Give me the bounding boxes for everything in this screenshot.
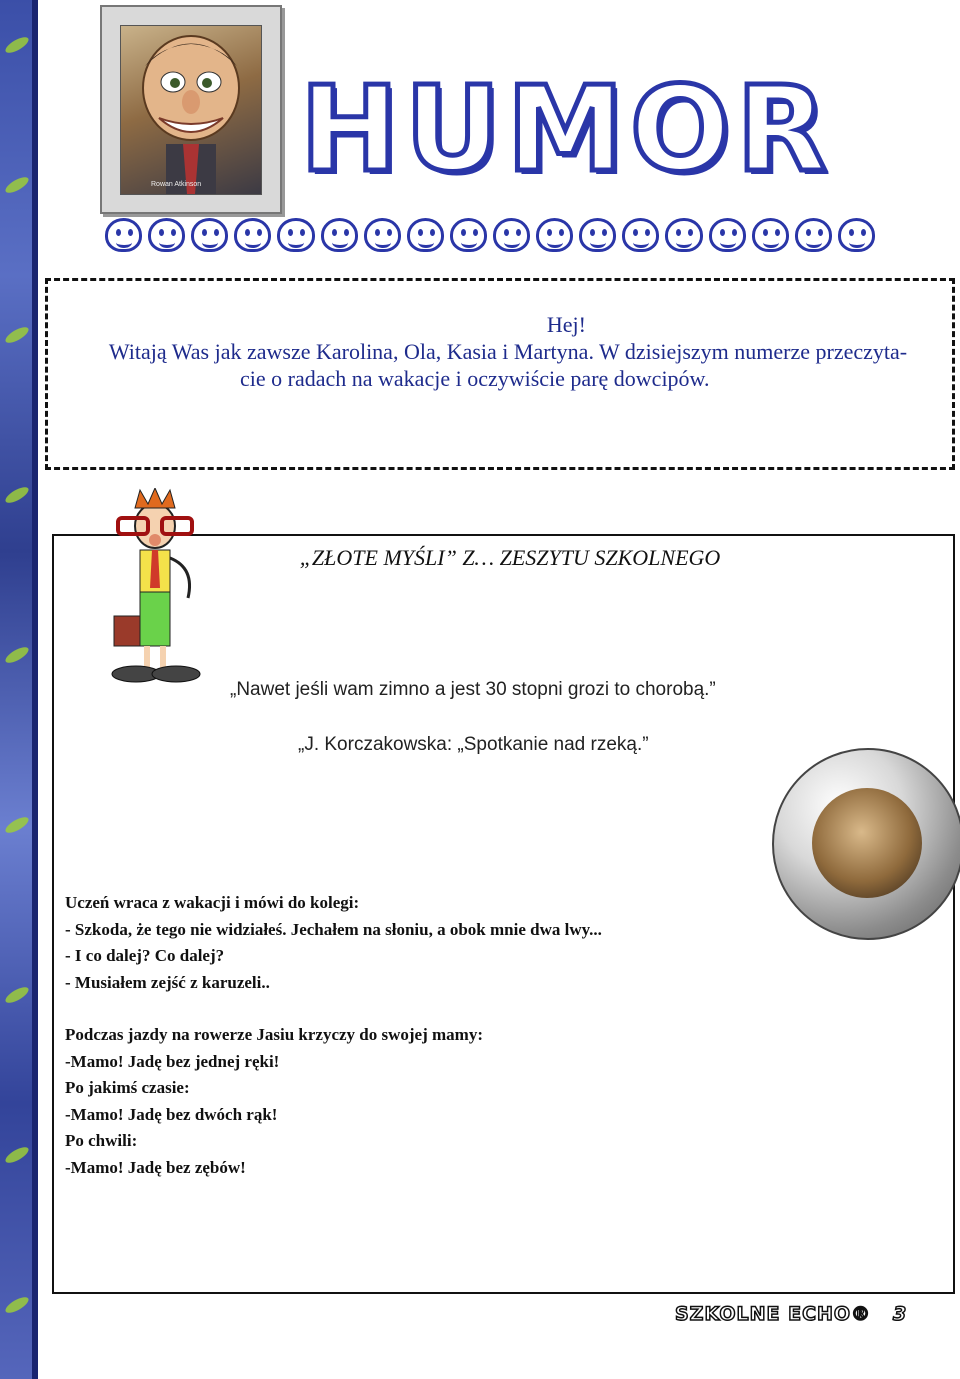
smiley-icon bbox=[450, 218, 487, 252]
joke-line: Podczas jazdy na rowerze Jasiu krzyczy do swojej mamy: bbox=[65, 1025, 483, 1044]
caricature-image bbox=[120, 25, 262, 195]
quote-text: „J. Korczakowska: „Spotkanie nad rzeką.” bbox=[298, 734, 649, 755]
page-number: 3 bbox=[893, 1303, 907, 1325]
leaf-decoration bbox=[3, 1144, 31, 1166]
funny-face-image bbox=[812, 788, 922, 898]
caricature-face-illustration bbox=[121, 26, 261, 194]
leaf-decoration bbox=[3, 324, 31, 346]
joke-spacer bbox=[65, 996, 602, 1022]
smiley-icon bbox=[191, 218, 228, 252]
joke-line: - Musiałem zejść z karuzeli.. bbox=[65, 972, 270, 992]
intro-line: Witają Was jak zawsze Karolina, Ola, Kasia i Martyna. W dzisiejszym numerze przeczyta- bbox=[108, 339, 908, 364]
intro-box bbox=[45, 278, 955, 470]
leaf-decoration bbox=[3, 644, 31, 666]
jokes-section bbox=[65, 890, 602, 1181]
funny-face-badge bbox=[772, 748, 960, 940]
joke-line: -Mamo! Jadę bez jednej ręki! bbox=[65, 1051, 280, 1071]
joke-line: -Mamo! Jadę bez zębów! bbox=[65, 1157, 246, 1177]
smiley-icon bbox=[622, 218, 659, 252]
cartoon-boy-illustration bbox=[100, 488, 210, 688]
page-title: HUMOR bbox=[300, 60, 834, 198]
leaf-decoration bbox=[3, 484, 31, 506]
leaf-decoration bbox=[3, 984, 31, 1006]
joke-line: Po jakimś czasie: bbox=[65, 1078, 190, 1097]
joke-line: -Mamo! Jadę bez dwóch rąk! bbox=[65, 1104, 278, 1124]
smiley-icon bbox=[148, 218, 185, 252]
smiley-divider bbox=[105, 218, 875, 258]
smiley-icon bbox=[105, 218, 142, 252]
magazine-name: SZKOLNE ECHO® bbox=[675, 1303, 872, 1325]
smiley-icon bbox=[665, 218, 702, 252]
caricature-photo-frame bbox=[100, 5, 282, 214]
smiley-icon bbox=[321, 218, 358, 252]
decorative-border-strip bbox=[0, 0, 38, 1379]
smiley-icon bbox=[277, 218, 314, 252]
intro-line: cie o radach na wakacje i oczywiście parę dowcipów. bbox=[240, 366, 710, 391]
smiley-icon bbox=[579, 218, 616, 252]
leaf-decoration bbox=[3, 174, 31, 196]
thoughts-heading: „ZŁOTE MYŚLI” Z… ZESZYTU SZKOLNEGO bbox=[299, 545, 721, 570]
smiley-icon bbox=[364, 218, 401, 252]
intro-greeting: Hej! bbox=[546, 312, 586, 337]
joke-line: - Szkoda, że tego nie widziałeś. Jechałem na słoniu, a obok mnie dwa lwy... bbox=[65, 919, 602, 939]
leaf-decoration bbox=[3, 814, 31, 836]
joke-line: Uczeń wraca z wakacji i mówi do kolegi: bbox=[65, 893, 360, 912]
smiley-icon bbox=[752, 218, 789, 252]
photo-credit: Rowan Atkinson bbox=[151, 181, 202, 188]
quote-text: „Nawet jeśli wam zimno a jest 30 stopni grozi to chorobą.” bbox=[230, 679, 716, 700]
joke-line: Po chwili: bbox=[65, 1131, 138, 1150]
smiley-icon bbox=[795, 218, 832, 252]
smiley-icon bbox=[407, 218, 444, 252]
leaf-decoration bbox=[3, 1294, 31, 1316]
smiley-icon bbox=[709, 218, 746, 252]
smiley-icon bbox=[493, 218, 530, 252]
intro-text bbox=[68, 311, 948, 392]
leaf-decoration bbox=[3, 34, 31, 56]
smiley-icon bbox=[234, 218, 271, 252]
joke-line: - I co dalej? Co dalej? bbox=[65, 946, 225, 965]
smiley-icon bbox=[536, 218, 573, 252]
smiley-icon bbox=[838, 218, 875, 252]
